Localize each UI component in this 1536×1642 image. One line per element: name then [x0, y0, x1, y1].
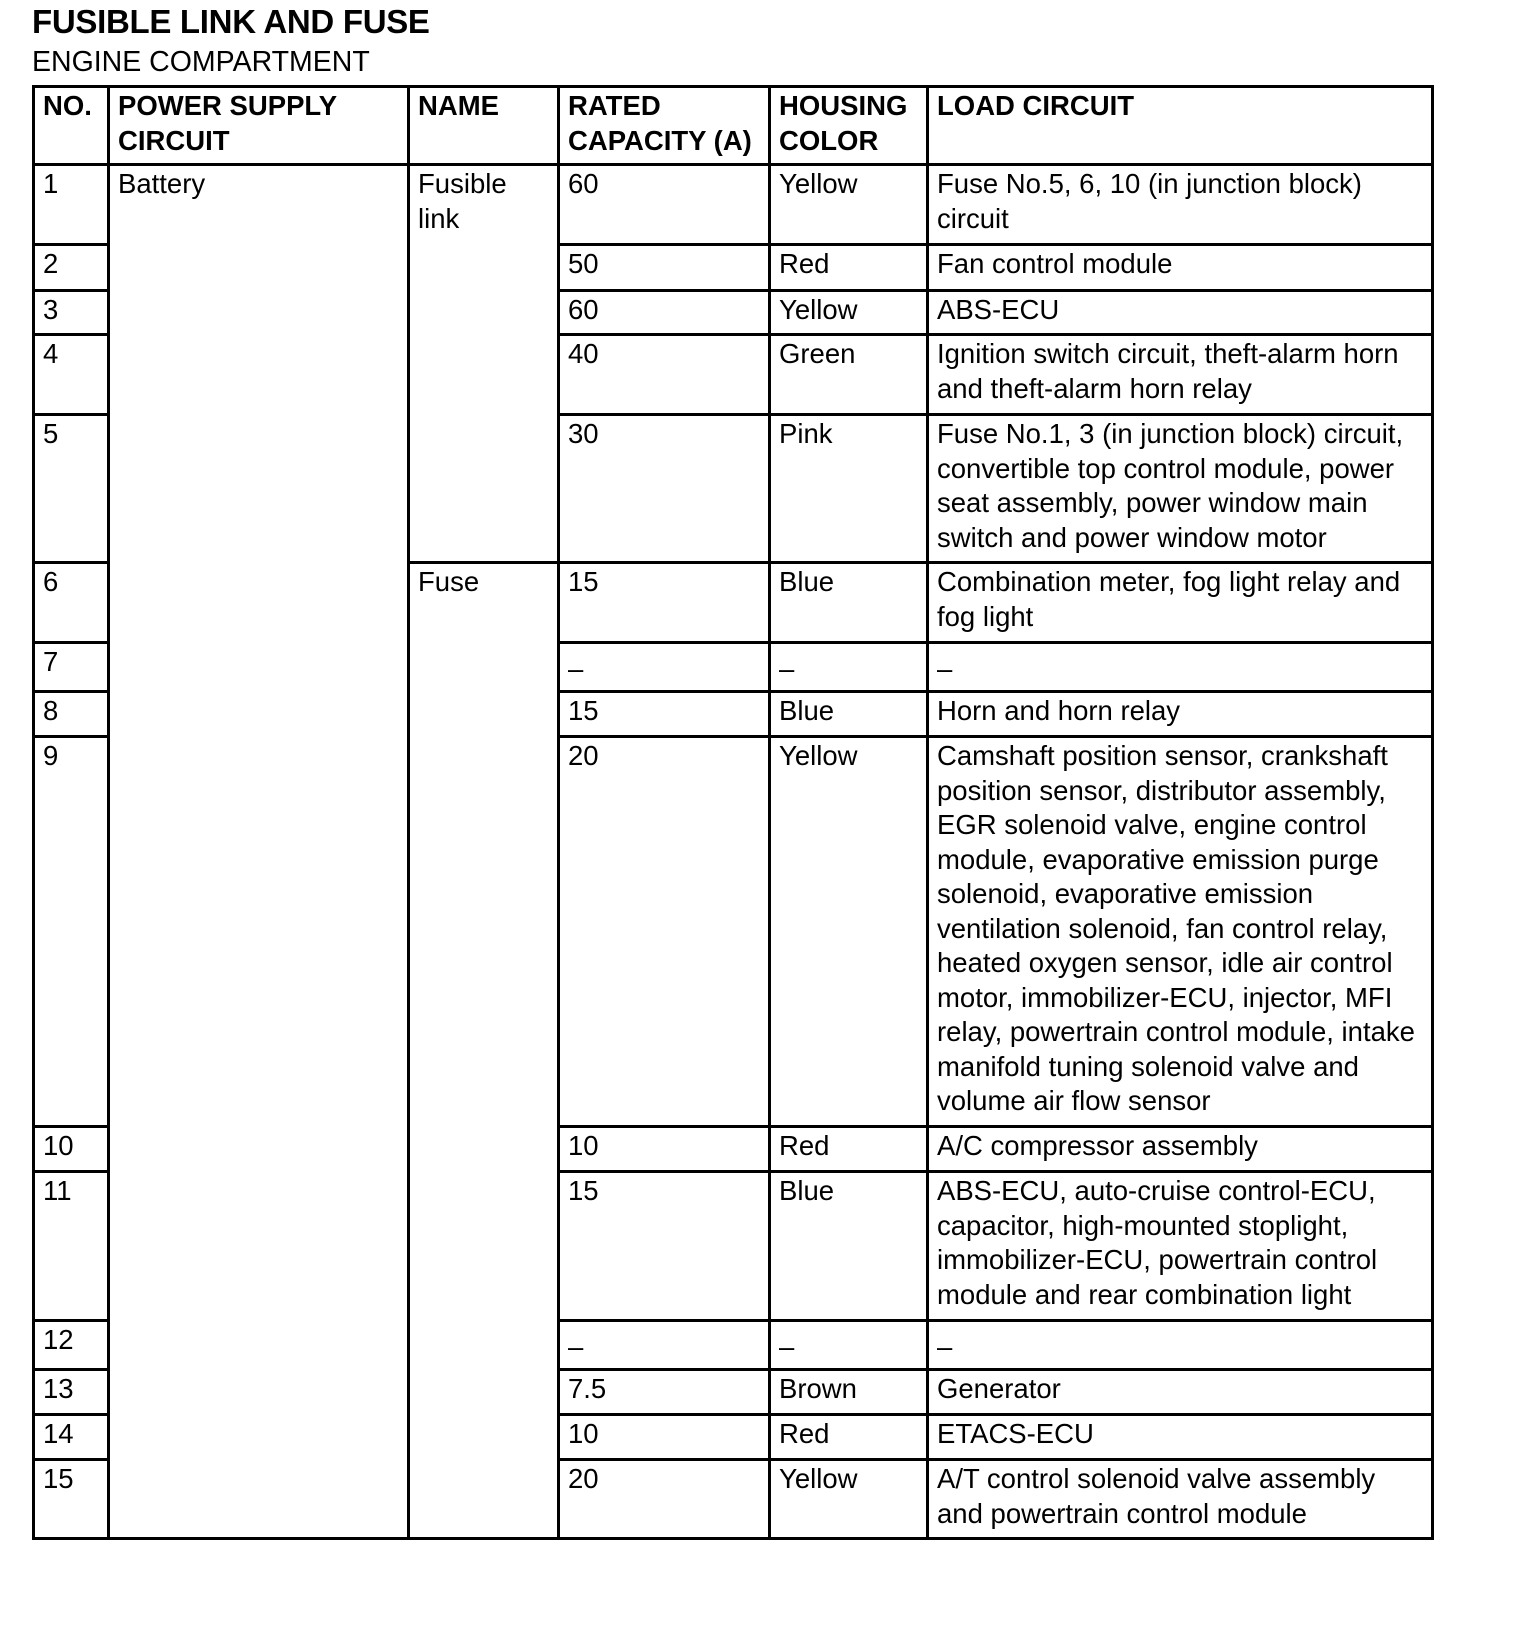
- cell-load-circuit: ABS-ECU, auto-cruise control-ECU, capacitor, high-mounted stoplight, immobilizer-ECU, powertrain control module and rear combination light: [928, 1172, 1433, 1321]
- cell-load-circuit: Camshaft position sensor, crankshaft position sensor, distributor assembly, EGR solenoid valve, engine control module, evaporative emission purge solenoid, evaporative emission ventilation solenoid, fan control relay, heated oxygen sensor, idle air control motor, immobilizer-ECU, injector, MFI relay, powertrain control module, intake manifold tuning solenoid valve and volume air flow sensor: [928, 737, 1433, 1127]
- cell-housing-color: Brown: [770, 1370, 928, 1415]
- column-header-no: NO.: [34, 87, 109, 165]
- cell-no: 2: [34, 245, 109, 291]
- column-header-name: NAME: [409, 87, 559, 165]
- cell-housing-color: –: [770, 643, 928, 692]
- cell-no: 6: [34, 563, 109, 643]
- column-header-load-circuit: LOAD CIRCUIT: [928, 87, 1433, 165]
- cell-no: 9: [34, 737, 109, 1127]
- cell-no: 12: [34, 1321, 109, 1370]
- cell-housing-color: Red: [770, 1415, 928, 1460]
- cell-rated-capacity: 20: [559, 737, 770, 1127]
- cell-rated-capacity: 40: [559, 335, 770, 415]
- cell-rated-capacity: 10: [559, 1415, 770, 1460]
- cell-no: 15: [34, 1460, 109, 1539]
- cell-no: 11: [34, 1172, 109, 1321]
- cell-load-circuit: Fuse No.1, 3 (in junction block) circuit, convertible top control module, power seat assembly, power window main switch and power window motor: [928, 415, 1433, 563]
- cell-load-circuit: Ignition switch circuit, theft-alarm horn and theft-alarm horn relay: [928, 335, 1433, 415]
- table-body: [34, 165, 1433, 1539]
- cell-rated-capacity: 50: [559, 245, 770, 291]
- page-title: FUSIBLE LINK AND FUSE: [32, 3, 430, 40]
- cell-housing-color: Yellow: [770, 737, 928, 1127]
- cell-rated-capacity: 10: [559, 1127, 770, 1172]
- cell-load-circuit: –: [928, 643, 1433, 692]
- cell-load-circuit: Horn and horn relay: [928, 692, 1433, 737]
- cell-rated-capacity: 60: [559, 291, 770, 335]
- cell-no: 13: [34, 1370, 109, 1415]
- cell-power-supply-circuit: Battery: [109, 165, 409, 1539]
- cell-load-circuit: ABS-ECU: [928, 291, 1433, 335]
- cell-housing-color: Green: [770, 335, 928, 415]
- cell-no: 8: [34, 692, 109, 737]
- cell-rated-capacity: 15: [559, 692, 770, 737]
- cell-housing-color: Red: [770, 245, 928, 291]
- cell-load-circuit: A/T control solenoid valve assembly and powertrain control module: [928, 1460, 1433, 1539]
- cell-rated-capacity: –: [559, 643, 770, 692]
- cell-housing-color: Yellow: [770, 165, 928, 245]
- cell-housing-color: –: [770, 1321, 928, 1370]
- cell-rated-capacity: 15: [559, 563, 770, 643]
- cell-name-fusible-link: Fusible link: [409, 165, 559, 563]
- cell-rated-capacity: 30: [559, 415, 770, 563]
- cell-rated-capacity: 15: [559, 1172, 770, 1321]
- column-header-power-supply-circuit: POWER SUPPLY CIRCUIT: [109, 87, 409, 165]
- cell-no: 3: [34, 291, 109, 335]
- cell-no: 10: [34, 1127, 109, 1172]
- cell-load-circuit: Generator: [928, 1370, 1433, 1415]
- cell-housing-color: Yellow: [770, 291, 928, 335]
- fuse-table: [32, 85, 1434, 1540]
- table-row: [34, 165, 1433, 245]
- section-subtitle: ENGINE COMPARTMENT: [32, 46, 370, 78]
- cell-no: 7: [34, 643, 109, 692]
- cell-rated-capacity: 60: [559, 165, 770, 245]
- cell-rated-capacity: 20: [559, 1460, 770, 1539]
- cell-housing-color: Yellow: [770, 1460, 928, 1539]
- cell-rated-capacity: 7.5: [559, 1370, 770, 1415]
- column-header-rated-capacity: RATED CAPACITY (A): [559, 87, 770, 165]
- cell-load-circuit: Fan control module: [928, 245, 1433, 291]
- cell-load-circuit: Fuse No.5, 6, 10 (in junction block) circuit: [928, 165, 1433, 245]
- cell-housing-color: Pink: [770, 415, 928, 563]
- cell-load-circuit: Combination meter, fog light relay and fog light: [928, 563, 1433, 643]
- cell-load-circuit: –: [928, 1321, 1433, 1370]
- cell-housing-color: Blue: [770, 563, 928, 643]
- table-header-row: [34, 87, 1433, 165]
- cell-housing-color: Red: [770, 1127, 928, 1172]
- cell-housing-color: Blue: [770, 692, 928, 737]
- cell-housing-color: Blue: [770, 1172, 928, 1321]
- cell-no: 4: [34, 335, 109, 415]
- cell-load-circuit: A/C compressor assembly: [928, 1127, 1433, 1172]
- cell-name-fuse: Fuse: [409, 563, 559, 1539]
- cell-rated-capacity: –: [559, 1321, 770, 1370]
- cell-no: 1: [34, 165, 109, 245]
- cell-no: 5: [34, 415, 109, 563]
- cell-no: 14: [34, 1415, 109, 1460]
- column-header-housing-color: HOUSING COLOR: [770, 87, 928, 165]
- cell-load-circuit: ETACS-ECU: [928, 1415, 1433, 1460]
